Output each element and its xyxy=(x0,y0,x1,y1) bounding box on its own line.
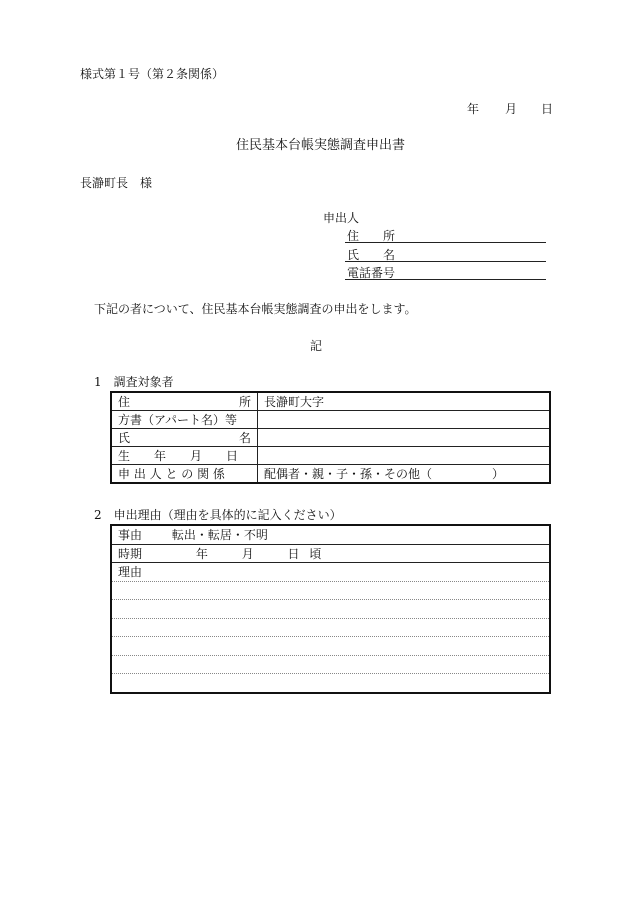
subject-table xyxy=(110,391,551,484)
jiki-month: 月 xyxy=(241,546,254,561)
reason-line-cell[interactable] xyxy=(111,581,550,600)
reason-line-cell[interactable] xyxy=(111,674,550,693)
date-day-label: 日 xyxy=(541,102,554,116)
applicant-name-line xyxy=(345,261,546,262)
jiki-day: 日 xyxy=(287,546,300,561)
intro-sentence: 下記の者について、住民基本台帳実態調査の申出をします。 xyxy=(94,302,417,316)
section1-heading: 1 調査対象者 xyxy=(94,375,174,389)
jiki-label: 時期 xyxy=(118,546,143,561)
reason-line xyxy=(111,674,550,693)
table-row xyxy=(111,544,550,563)
riyu-label: 理由 xyxy=(118,565,143,580)
relationship-value[interactable]: 配偶者・親・子・孫・その他（ ） xyxy=(258,465,551,484)
katagaki-label: 方書（アパート名）等 xyxy=(111,411,258,429)
address-label-b: 所 xyxy=(238,395,251,409)
riyu-cell[interactable] xyxy=(111,563,550,582)
jiki-suffix: 頃 xyxy=(309,546,322,561)
jiki-cell[interactable] xyxy=(111,544,550,563)
reason-line xyxy=(111,581,550,600)
section2-heading: 2 申出理由（理由を具体的に記入ください） xyxy=(94,508,342,522)
table-row xyxy=(111,563,550,582)
form-number: 様式第１号（第２条関係） xyxy=(80,67,225,81)
jiyu-label: 事由 xyxy=(118,528,143,543)
table-row xyxy=(111,525,550,544)
date-year-label: 年 xyxy=(467,102,480,116)
reason-table xyxy=(110,524,551,694)
name-label-b: 名 xyxy=(238,431,251,445)
birthdate-label: 生 年 月 日 xyxy=(111,447,258,465)
applicant-phone-label: 電話番号 xyxy=(347,266,396,280)
reason-line-cell[interactable] xyxy=(111,618,550,637)
katagaki-value[interactable] xyxy=(258,411,551,429)
name-value[interactable] xyxy=(258,429,551,447)
jiyu-cell[interactable] xyxy=(111,525,550,544)
name-label-cell xyxy=(111,429,258,447)
reason-line xyxy=(111,655,550,674)
page-title: 住民基本台帳実態調査申出書 xyxy=(236,138,406,153)
reason-line-cell[interactable] xyxy=(111,600,550,619)
table-row xyxy=(111,447,550,465)
reason-line-cell[interactable] xyxy=(111,637,550,656)
ki-heading: 記 xyxy=(310,339,323,353)
address-value[interactable]: 長瀞町大字 xyxy=(258,392,551,411)
applicant-heading: 申出人 xyxy=(323,211,360,225)
reason-line xyxy=(111,637,550,656)
applicant-address-line xyxy=(345,242,546,243)
addressee: 長瀞町長 様 xyxy=(80,176,153,190)
name-label-a: 氏 xyxy=(118,431,131,445)
table-row xyxy=(111,465,550,484)
address-label-cell xyxy=(111,392,258,411)
applicant-phone-line xyxy=(345,279,546,280)
applicant-address-label: 住 所 xyxy=(347,229,396,243)
jiki-year: 年 xyxy=(195,546,208,561)
date-month-label: 月 xyxy=(505,102,518,116)
relationship-label: 申 出 人 と の 関 係 xyxy=(111,465,258,484)
birthdate-value[interactable] xyxy=(258,447,551,465)
reason-line xyxy=(111,600,550,619)
table-row xyxy=(111,392,550,411)
address-label-a: 住 xyxy=(118,395,131,409)
applicant-name-label: 氏 名 xyxy=(347,248,396,262)
jiyu-options: 転出・転居・不明 xyxy=(171,528,268,543)
reason-line-cell[interactable] xyxy=(111,655,550,674)
table-row xyxy=(111,411,550,429)
table-row xyxy=(111,429,550,447)
reason-line xyxy=(111,618,550,637)
